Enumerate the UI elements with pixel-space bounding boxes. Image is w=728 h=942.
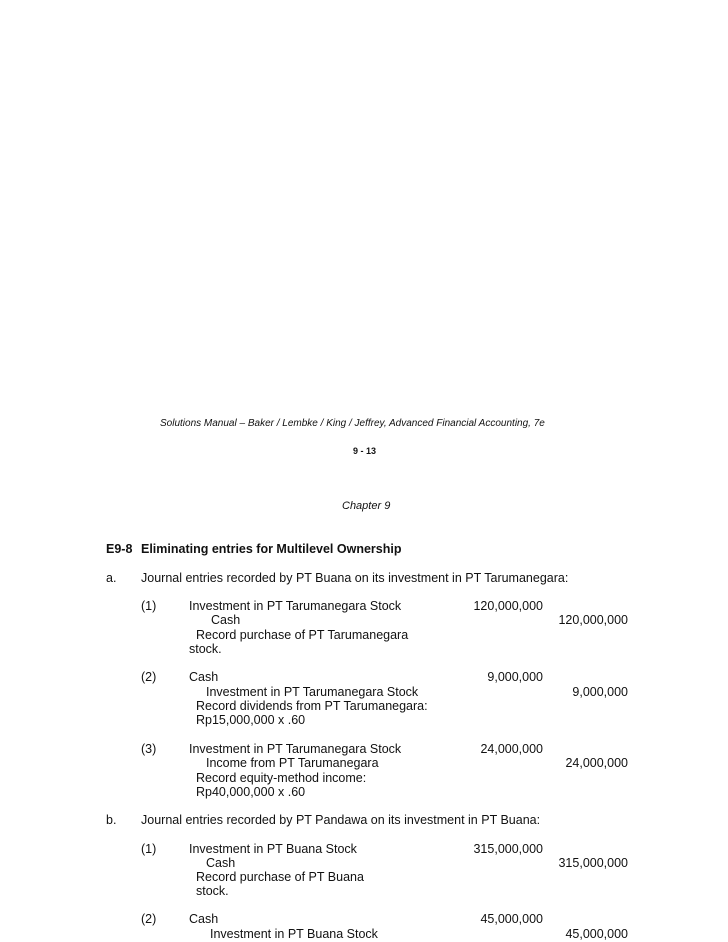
credit-amount: 120,000,000 (558, 613, 628, 627)
debit-amount: 24,000,000 (480, 742, 543, 756)
credit-account: Investment in PT Buana Stock (210, 927, 378, 941)
entry-memo: Record purchase of PT Tarumanegara (196, 628, 409, 642)
entry-memo: Rp40,000,000 x .60 (196, 785, 306, 799)
debit-amount: 45,000,000 (480, 912, 543, 926)
entry-memo: Record dividends from PT Tarumanegara: (196, 699, 428, 713)
credit-account: Income from PT Tarumanegara (206, 756, 379, 770)
credit-account: Cash (211, 613, 241, 627)
credit-amount: 45,000,000 (565, 927, 628, 941)
exercise-id: E9-8 (106, 542, 133, 556)
credit-amount: 24,000,000 (565, 756, 628, 770)
part-a-heading: Journal entries recorded by PT Buana on its investment in PT Tarumanegara: (141, 571, 569, 585)
debit-amount: 9,000,000 (487, 670, 543, 684)
part-b-marker: b. (106, 813, 117, 827)
entry-memo: stock. (196, 884, 229, 898)
debit-account: Investment in PT Buana Stock (189, 842, 357, 856)
entry-memo: Rp15,000,000 x .60 (196, 713, 306, 727)
debit-account: Investment in PT Tarumanegara Stock (189, 599, 402, 613)
debit-amount: 315,000,000 (473, 842, 543, 856)
credit-amount: 315,000,000 (558, 856, 628, 870)
entry-memo: Record purchase of PT Buana (196, 870, 364, 884)
credit-account: Cash (206, 856, 236, 870)
page-number: 9 - 13 (353, 446, 377, 456)
manual-header: Solutions Manual – Baker / Lembke / King / Jeffrey, Advanced Financial Accounting, 7e (160, 418, 545, 429)
credit-account: Investment in PT Tarumanegara Stock (206, 685, 419, 699)
chapter-label: Chapter 9 (342, 500, 391, 512)
credit-amount: 9,000,000 (572, 685, 628, 699)
entry-memo: Record equity-method income: (196, 771, 367, 785)
debit-account: Cash (189, 670, 219, 684)
entry-number: (1) (141, 599, 157, 613)
debit-account: Investment in PT Tarumanegara Stock (189, 742, 402, 756)
entry-number: (1) (141, 842, 157, 856)
debit-amount: 120,000,000 (473, 599, 543, 613)
debit-account: Cash (189, 912, 219, 926)
entry-number: (2) (141, 670, 157, 684)
entry-number: (2) (141, 912, 157, 926)
part-a-marker: a. (106, 571, 117, 585)
part-b-heading: Journal entries recorded by PT Pandawa on its investment in PT Buana: (141, 813, 541, 827)
entry-number: (3) (141, 742, 157, 756)
entry-memo: stock. (189, 642, 222, 656)
exercise-title: Eliminating entries for Multilevel Ownership (141, 542, 402, 556)
